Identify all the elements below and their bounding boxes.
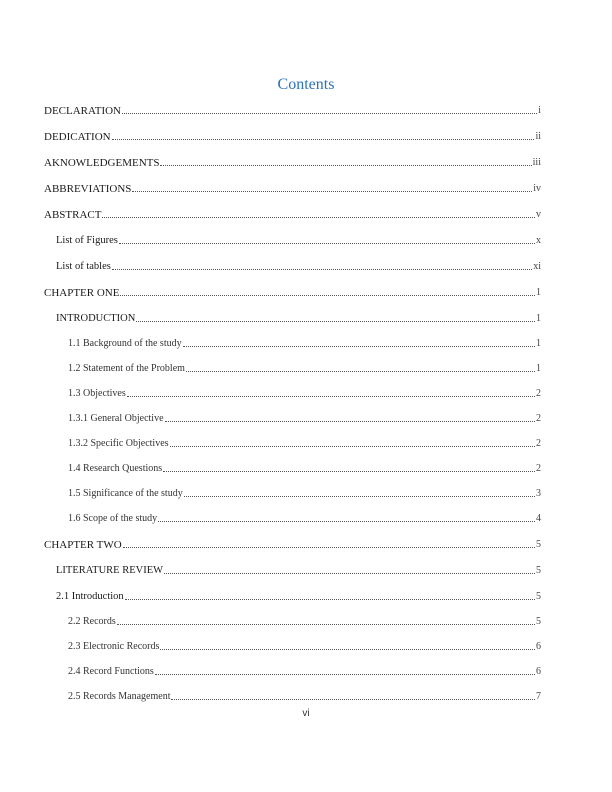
- toc-entry-label: 1.3.2 Specific Objectives: [68, 438, 169, 449]
- toc-entry[interactable]: [44, 411, 541, 425]
- dot-leader: [155, 673, 535, 675]
- toc-entry-page: i: [538, 105, 541, 116]
- dot-leader: [170, 445, 535, 447]
- toc-entry-label: DEDICATION: [44, 131, 111, 143]
- dot-leader: [160, 648, 535, 650]
- toc-entry[interactable]: [44, 103, 541, 117]
- dot-leader: [122, 112, 537, 114]
- dot-leader: [125, 598, 535, 600]
- toc-entry-page: 4: [536, 513, 541, 524]
- toc-entry-page: 1: [536, 338, 541, 349]
- toc-entry-page: 5: [536, 616, 541, 627]
- toc-entry[interactable]: [44, 259, 541, 273]
- toc-entry-label: LITERATURE REVIEW: [56, 565, 164, 576]
- toc-entry[interactable]: [44, 486, 541, 500]
- dot-leader: [136, 320, 535, 322]
- toc-entry[interactable]: [44, 311, 541, 325]
- toc-entry-label: 1.3 Objectives: [68, 388, 126, 399]
- toc-entry-label: 2.1 Introduction: [56, 591, 124, 602]
- toc-entry-page: 6: [536, 666, 541, 677]
- toc-entry-page: xi: [533, 261, 541, 272]
- toc-entry-page: 2: [536, 388, 541, 399]
- toc-entry-label: 1.1 Background of the study: [68, 338, 182, 349]
- toc-entry-page: 2: [536, 413, 541, 424]
- dot-leader: [163, 470, 535, 472]
- toc-entry[interactable]: [44, 537, 541, 551]
- toc-entry[interactable]: [44, 285, 541, 299]
- toc-entry[interactable]: [44, 233, 541, 247]
- toc-entry-label: 1.6 Scope of the study: [68, 513, 158, 524]
- dot-leader: [112, 268, 532, 270]
- toc-entry-page: iv: [533, 183, 541, 194]
- toc-entry-label: 1.4 Research Questions: [68, 463, 163, 474]
- dot-leader: [112, 138, 535, 140]
- toc-entry-page: 7: [536, 691, 541, 702]
- toc-entry-page: ii: [535, 131, 541, 142]
- toc-entry-label: AKNOWLEDGEMENTS: [44, 157, 160, 169]
- toc-entry-page: 2: [536, 463, 541, 474]
- toc-entry-label: List of tables: [56, 261, 111, 272]
- toc-entry[interactable]: [44, 129, 541, 143]
- toc-entry-label: INTRODUCTION: [56, 313, 136, 324]
- toc-entry-label: 1.5 Significance of the study: [68, 488, 183, 499]
- toc-entry[interactable]: [44, 614, 541, 628]
- toc-entry[interactable]: [44, 155, 541, 169]
- dot-leader: [186, 370, 535, 372]
- toc-entry[interactable]: [44, 361, 541, 375]
- toc-entry-page: 1: [536, 313, 541, 324]
- toc-entry[interactable]: [44, 386, 541, 400]
- page-number: vi: [302, 708, 310, 719]
- toc-entry-page: 2: [536, 438, 541, 449]
- dot-leader: [183, 345, 535, 347]
- toc-entry[interactable]: [44, 181, 541, 195]
- dot-leader: [102, 216, 535, 218]
- toc-entry[interactable]: [44, 689, 541, 703]
- toc-entry-label: 2.5 Records Management: [68, 691, 171, 702]
- dot-leader: [171, 698, 535, 700]
- toc-entry-label: CHAPTER TWO: [44, 539, 122, 551]
- toc-entry[interactable]: [44, 639, 541, 653]
- toc-entry[interactable]: [44, 461, 541, 475]
- toc-entry[interactable]: [44, 436, 541, 450]
- dot-leader: [164, 572, 535, 574]
- dot-leader: [160, 164, 531, 166]
- toc-entry[interactable]: [44, 511, 541, 525]
- toc-entry-label: CHAPTER ONE: [44, 287, 120, 299]
- toc-entry-label: 2.2 Records: [68, 616, 116, 627]
- toc-entry-page: iii: [532, 157, 541, 168]
- toc-entry-page: x: [536, 235, 541, 246]
- toc-entry-label: ABBREVIATIONS: [44, 183, 132, 195]
- toc-entry[interactable]: [44, 664, 541, 678]
- dot-leader: [119, 242, 535, 244]
- toc-entry-label: 1.3.1 General Objective: [68, 413, 164, 424]
- toc-entry[interactable]: [44, 207, 541, 221]
- toc-entry-label: 2.3 Electronic Records: [68, 641, 160, 652]
- toc-entry-label: DECLARATION: [44, 105, 121, 117]
- page-title: Contents: [277, 76, 335, 93]
- dot-leader: [158, 520, 535, 522]
- dot-leader: [117, 623, 535, 625]
- toc-entry-page: v: [536, 209, 541, 220]
- toc-entry-label: ABSTRACT: [44, 209, 102, 221]
- toc-entry-label: 2.4 Record Functions: [68, 666, 154, 677]
- toc-entry-page: 5: [536, 565, 541, 576]
- toc-entry-page: 1: [536, 287, 541, 298]
- toc-entry-label: List of Figures: [56, 235, 118, 246]
- dot-leader: [123, 546, 535, 548]
- toc-entry-page: 1: [536, 363, 541, 374]
- dot-leader: [184, 495, 535, 497]
- toc-entry-page: 5: [536, 539, 541, 550]
- toc-entry[interactable]: [44, 336, 541, 350]
- dot-leader: [120, 294, 535, 296]
- toc-entry-page: 3: [536, 488, 541, 499]
- toc-entry-page: 6: [536, 641, 541, 652]
- dot-leader: [127, 395, 535, 397]
- dot-leader: [132, 190, 532, 192]
- toc-entry[interactable]: [44, 589, 541, 603]
- toc-entry-page: 5: [536, 591, 541, 602]
- toc-entry[interactable]: [44, 563, 541, 577]
- dot-leader: [165, 420, 535, 422]
- toc-entry-label: 1.2 Statement of the Problem: [68, 363, 185, 374]
